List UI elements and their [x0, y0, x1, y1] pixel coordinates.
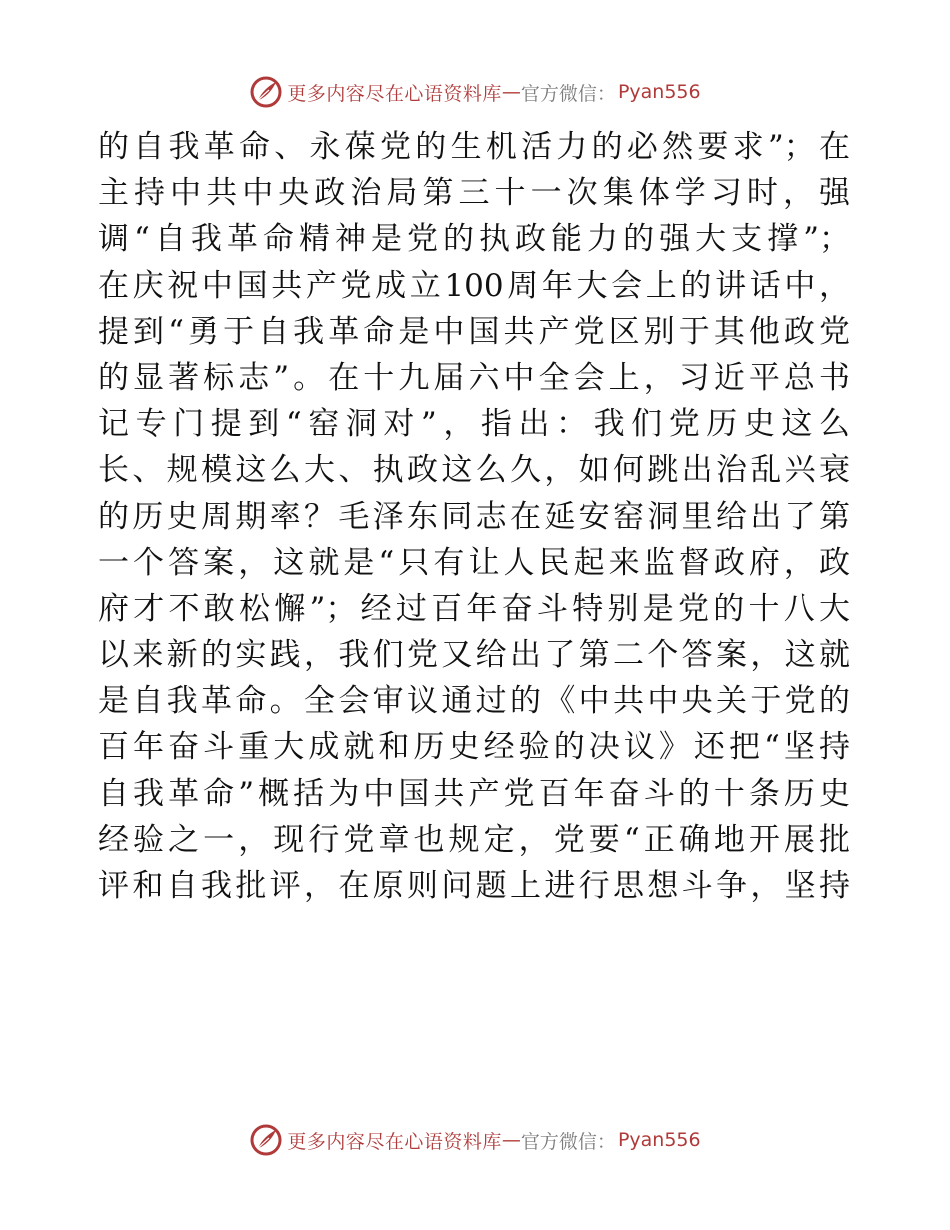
- watermark-site-text: 更多内容尽在心语资料库: [287, 82, 502, 105]
- text-line: 一个答案，这就是“只有让人民起来监督政府，政: [98, 544, 850, 581]
- watermark-wechat-label: 官方微信：: [520, 1130, 616, 1153]
- text-line: 是自我革命。全会审议通过的《中共中央关于党的: [98, 683, 850, 720]
- text-line: 的自我革命、永葆党的生机活力的必然要求”；在: [98, 129, 850, 165]
- watermark-wechat-label: 官方微信：: [520, 82, 616, 105]
- text-line: 自我革命”概括为中国共产党百年奋斗的十条历史: [98, 775, 850, 812]
- watermark-site-text: 更多内容尽在心语资料库: [287, 1130, 502, 1153]
- text-line: 评和自我批评，在原则问题上进行思想斗争，坚持: [98, 868, 850, 904]
- text-line: 提到“勇于自我革命是中国共产党区别于其他政党: [98, 313, 850, 350]
- footer-watermark: [0, 1120, 950, 1160]
- watermark-wechat-id: Pyan556: [617, 1129, 701, 1151]
- text-line: 府才不敢松懈”；经过百年奋斗特别是党的十八大: [98, 590, 850, 627]
- text-line: 调“自我革命精神是党的执政能力的强大支撑”；: [98, 221, 850, 258]
- header-watermark: [0, 72, 950, 112]
- text-line: 长、规模这么大、执政这么久，如何跳出治乱兴衰: [98, 452, 850, 489]
- watermark-dash: —: [501, 81, 521, 103]
- watermark-dash: —: [501, 1129, 521, 1151]
- watermark-wechat-id: Pyan556: [617, 81, 701, 103]
- text-line: 在庆祝中国共产党成立100周年大会上的讲话中，: [98, 267, 850, 304]
- text-line: 记专门提到“窑洞对”，指出：我们党历史这么: [98, 406, 850, 443]
- text-line: 百年奋斗重大成就和历史经验的决议》还把“坚持: [98, 729, 850, 766]
- text-line: 的显著标志”。在十九届六中全会上，习近平总书: [98, 359, 850, 396]
- feather-logo-icon: [249, 1123, 283, 1157]
- text-line: 主持中共中央政治局第三十一次集体学习时，强: [98, 175, 850, 212]
- text-line: 的历史周期率？毛泽东同志在延安窑洞里给出了第: [98, 498, 850, 535]
- document-body: [98, 124, 850, 909]
- feather-logo-icon: [249, 75, 283, 109]
- text-line: 以来新的实践，我们党又给出了第二个答案，这就: [98, 637, 850, 674]
- text-line: 经验之一，现行党章也规定，党要“正确地开展批: [98, 821, 850, 858]
